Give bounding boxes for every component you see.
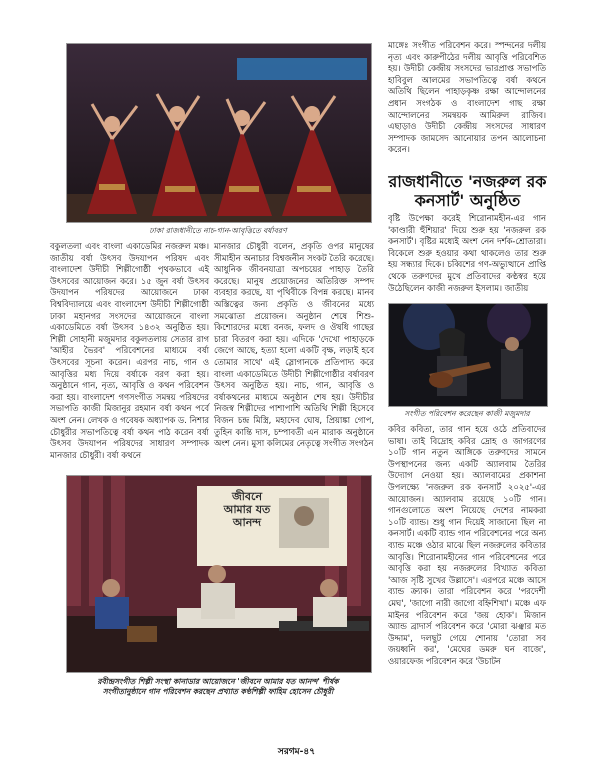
concert-caption-line-1: রবীন্দ্রসংগীত শিল্পী সংস্থা কানাডার আয়োজনে 'জীবনে আমার যত আনন্দ' শীর্ষক <box>97 677 339 686</box>
article1-text-a: বকুলতলা এবং বাংলা একাডেমির নজরুল মঞ্চ। জাতীয় বর্ষা উৎসব উদযাপন পরিষদ এবং বাংলাদেশ উদীচী শিল্পীগোষ্ঠী পৃথকভাবে এই উৎসবের আয়োজন করে। ১৫ জুন বর্ষা উৎসব উদযাপন পরিষদের আয়োজনে ঢাকা বিশ্ববিদ্যালয়ে এবং বাংলাদেশ উদীচী শিল্পীগোষ্ঠী ঢাকা মহানগর সংসদের আয়োজনে বাংলা একাডেমিতে বর্ষা উৎসব ১৪৩২ অনুষ্ঠিত হয়। শিল্পী সোহানী মজুমদার বকুলতলায় সেতার রাগ 'আহীর ভৈরব' পরিবেশনের মাধ্যমে বর্ষা উৎসবের সূচনা করেন। এরপর নাচ, গান ও আবৃত্তির মধ্য দিয়ে বর্ষাকে বরণ করা হয়। অনুষ্ঠানে গান, নৃত্য, আবৃত্তি ও কথন পরিবেশন করা হয়। বাংলাদেশ গণসংগীত সমন্বয় পরিষদের সভাপতি কাজী মিজানুর রহমান বর্ষা কথন পর্বে অংশ নেন। লেখক ও গবেষক অধ্যাপক ড. নিশার চৌধুরীর সভাপতিত্বে বর্ষা কথন পাঠ করেন বর্ষা উৎসব উদযাপন পরিষদের সাধারণ সম্পাদক মানজার চৌধুরী। বর্ষা কথনে <box>50 241 209 460</box>
right-top-text: মাঙ্গেঃ সংগীত পরিবেশন করে। স্পন্দনের দলীয় নৃত্য এবং কারুপীঠের দলীয় আবৃত্তি পরিবেশিত হয়। উদীচী কেন্দ্রীয় সংসদের ভারপ্রাপ্ত সভাপতি হাবিবুল আলমের সভাপতিত্বে বর্ষা কথনে অতিথি ছিলেন পাহাড়কৃষ্ণ রক্ষা আন্দোলনের প্রধান সংগঠক ও বাংলাদেশ গাছ রক্ষা আন্দোলনের সমন্বয়ক আমিরুল রাজিব। এছাড়াও উদীচী কেন্দ্রীয় সংসদের সাধারণ সম্পাদক জামসেদ আনোয়ার তপন আলোচনা করেন। <box>388 40 546 155</box>
concert-banner <box>217 490 277 529</box>
rock-photo <box>388 303 548 407</box>
dancers-photo-icon <box>67 44 371 222</box>
rock-photo-caption: সংগীত পরিবেশন করেছেন কাজী মজুমদার <box>404 409 530 418</box>
concert-banner-line-1: জীবনে <box>231 490 263 503</box>
concert-photo-caption <box>60 677 376 697</box>
right-top-column <box>388 40 546 167</box>
article1-text-b: মানজার চৌধুরী বলেন, প্রকৃতি ওপর মানুষের সীমাহীন অনাচার বিশ্বজনীন সংকট তৈরি করেছে। আধুনিক জীবনযাত্রা অপচয়ের পাহাড় তৈরি করেছে। মানুষ প্রয়োজনের অতিরিক্ত সম্পদ ব্যবহার করছে, যা পৃথিবীকে বিপন্ন করছে। মানব অস্তিত্বের জন্য প্রকৃতি ও জীবনের মধ্যে সমঝোতা প্রয়োজন। অনুষ্ঠান শেষে শিশু-কিশোরদের মধ্যে বনজ, ফলদ ও ঔষধি গাছের চারা বিতরণ করা হয়। এদিকে 'দেখো পাহাড়কে জেগে আছে, হত্যা হলো একটি বৃক্ষ, লড়াই হবে তোমার সাথে' এই স্লোগানকে প্রতিপাদ্য করে বাংলা একাডেমিতে উদীচী শিল্পীগোষ্ঠীর বর্ষাবরণ উৎসব অনুষ্ঠিত হয়। নাচ, গান, আবৃত্তি ও বর্ষাকথনের মাধ্যমে অনুষ্ঠান শেষ হয়। উদীচীর নিজস্ব শিল্পীদের পাশাপাশি অতিথি শিল্পী হিসেবে বিজন চন্দ্র মিস্ত্রি, মহাদেব ঘোষ, প্রিয়াঙ্কা গোপ, তুহিন কান্তি দাস, চম্পাবতী এন মারাক অনুষ্ঠানে অংশ নেন। মুসা কলিমের নেতৃত্বে সংগীত সংগঠন <box>214 241 374 449</box>
guitarist-photo-icon <box>389 304 547 406</box>
concert-photo <box>66 475 372 673</box>
article2-body-text: কবির কবিতা, তার গান হয়ে ওঠে প্রতিবাদের ভাষা। তাই বিদ্রোহ কবির দ্রোহ ও জাগরণের ১০টি গান নতুন আঙ্গিকে তরুণদের সামনে উপস্থাপনের জন্য একটি অ্যালবাম তৈরির উদ্যোগ নেওয়া হয়। অ্যালবামের প্রকাশনা উপলক্ষ্যে 'নজরুল রক কনসার্ট ২০২৫'-এর আয়োজন। অ্যালবাম রয়েছে ১০টি গান। গানগুলোতে অংশ নিয়েছে দেশের নামকরা ১০টি ব্যান্ড। শুধু গান দিয়েই সাজানো ছিল না কনসার্ট। একটি ব্যান্ড গান পরিবেশনের পরে অন্য ব্যান্ড মঞ্চে ওঠার মাঝে ছিল নজরুলের কবিতার আবৃত্তি। শিরোনামহীনের গান পরিবেশনের পরে আবৃত্তি করা হয় নজরুলের বিখ্যাত কবিতা 'আজ সৃষ্টি সুখের উল্লাসে'। এরপরে মঞ্চে আসে ব্যান্ড ক্র্যাক। তারা পরিবেশন করে 'পরদেশী মেঘ', 'জাগো নারী জাগো বহ্নিশিখা'। মঞ্চে এফ মাইনর পরিবেশন করে 'জয় হোক'। মিজান অ্যান্ড ব্রাদার্স পরিবেশন করে 'মোরা ঝঞ্ঝার মত উদ্দাম', দলছুট গেয়ে শোনায় 'তোরা সব জয়ধ্বনি কর', 'মেঘের ডমরু ঘন বাজে', ওয়ারফেজ পরিবেশন করে 'উচাটন <box>388 424 546 666</box>
article2-headline <box>380 172 555 210</box>
concert-caption-line-2: সংগীতানুষ্ঠানে গান পরিবেশন করছেন প্রখ্যাত কণ্ঠশিল্পী ফাহিম হোসেন চৌধুরী <box>102 687 334 696</box>
article1-column-b <box>214 241 374 469</box>
concert-banner-line-2: আমার যত <box>223 503 271 516</box>
concert-banner-line-3: আনন্দ <box>232 516 262 529</box>
dance-photo <box>66 43 372 223</box>
page-number: সরগম-৪৭ <box>277 747 316 757</box>
article2-body <box>388 424 546 738</box>
dance-photo-caption: ঢাকা রাজধানীতে নাচ-গান-আবৃত্তিতে বর্ষাবরণ <box>149 226 287 235</box>
article2-intro-text: বৃষ্টি উপেক্ষা করেই শিরোনামহীন-এর গান 'কাণ্ডারী হুঁশিয়ার' দিয়ে শুরু হয় 'নজরুল রক কনসার্ট'। বৃষ্টির মধ্যেই অংশ নেন দর্শক-শ্রোতারা। বিকেলে শুরু হওয়ার কথা থাকলেও তার শুরু হয় সন্ধ্যার দিকে। চব্বিশের গণ-অভ্যুত্থানে প্রাপ্তি থেকে তরুণদের মুখে প্রতিবাদের কণ্ঠস্বর হয়ে উঠেছিলেন কাজী নজরুল ইসলাম। জাতীয় <box>388 213 546 293</box>
article1-column-a <box>50 241 209 469</box>
article2-intro <box>388 213 546 301</box>
headline-line-1: রাজধানীতে 'নজরুল রক <box>388 172 547 191</box>
headline-line-2: কনসার্ট' অনুষ্ঠিত <box>414 191 521 210</box>
